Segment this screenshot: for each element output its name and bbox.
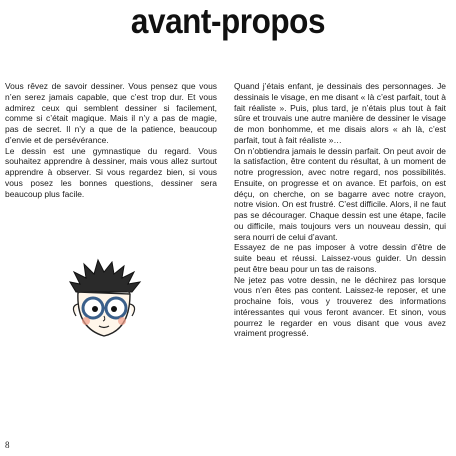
paragraph: Ne jetez pas votre dessin, ne le déchirez pas lorsque vous n’en êtes pas content. Laissez-le reposer, et une prochaine fois, vous y trouverez des informations intéressantes qui vous feront avancer. Et sinon, vous pourrez le regarder en vous disant que vous avez vraiment progressé. [234, 274, 446, 339]
paragraph: Quand j’étais enfant, je dessinais des personnages. Je dessinais le visage, en me disant « là c’est parfait, tout à fait réaliste ». Puis, plus tard, je n’étais plus tout à fait sûre et trouvais une autre manière de dessiner le visage de mon bonhomme, et me disais alors « ah là, c’est parfait, tout à fait réaliste »… [234, 81, 446, 145]
paragraph: Essayez de ne pas imposer à votre dessin d’être de suite beau et réussi. Laissez-vous guider. Un dessin peut être beau pour un tas de raisons. [234, 242, 446, 274]
page-title: avant-propos [130, 2, 326, 41]
boy-with-glasses-icon [64, 258, 146, 354]
paragraph: On n’obtiendra jamais le dessin parfait. On peut avoir de la satisfaction, être content du résultat, à un moment de notre progression, avec notre regard, nos possibilités. Ensuite, on progresse et on avance. Et parfois, on est déçu, on cherche, on se bagarre avec notre crayon, notre vision. On est frustré. C’est difficile. Alors, il ne faut pas se décourager. Chaque dessin est une étape, facile ou difficile, mais toujours vers un nouveau dessin, qui sera nourri de celui d’avant. [234, 145, 446, 242]
paragraph: Le dessin est une gymnastique du regard. Vous souhaitez apprendre à dessiner, mais vous allez surtout apprendre à observer. Si vous regardez bien, si vous vous posez les bonnes questions, dessiner sera beaucoup plus facile. [5, 145, 217, 199]
right-column [234, 81, 446, 339]
page-number: 8 [5, 440, 10, 450]
left-column [5, 81, 217, 199]
paragraph: Vous rêvez de savoir dessiner. Vous pensez que vous n’en serez jamais capable, que c’est trop dur. Et vous admirez ceux qui semblent dessiner si facilement, comme si c’était magique. Mais il n’y a pas de magie, pas de secret. Il n’y a que de la patience, beaucoup d’envie et de persévérance. [5, 81, 217, 145]
